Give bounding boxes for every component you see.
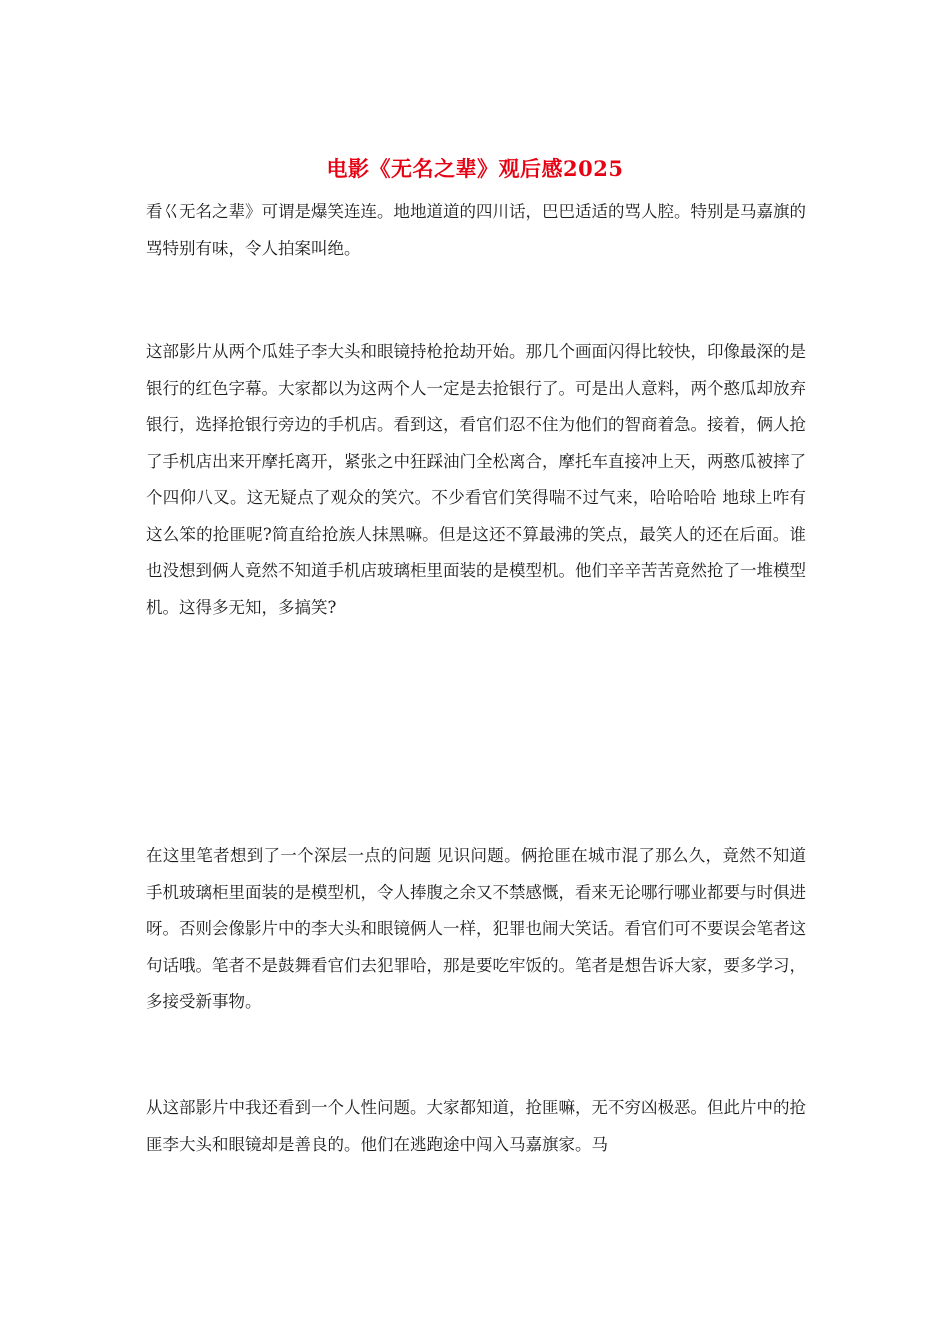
paragraph-1: 看巜无名之辈》可谓是爆笑连连。地地道道的四川话，巴巴适适的骂人腔。特别是马嘉旗的骂特别有味，令人拍案叫绝。 [146, 202, 806, 258]
paragraph-4: 从这部影片中我还看到一个人性问题。大家都知道，抢匪嘛，无不穷凶极恶。但此片中的抢匪李大头和眼镜却是善良的。他们在逃跑途中闯入马嘉旗家。马 [146, 1098, 806, 1154]
paragraph-2: 这部影片从两个瓜娃子李大头和眼镜持枪抢劫开始。那几个画面闪得比较快，印像最深的是银行的红色字幕。大家都以为这两个人一定是去抢银行了。可是出人意料，两个憨瓜却放弃银行，选择抢银行旁边的手机店。看到这，看官们忍不住为他们的智商着急。接着，俩人抢了手机店出来开摩托离开，紧张之中狂踩油门全松离合，摩托车直接冲上天，两憨瓜被摔了个四仰八叉。这无疑点了观众的笑穴。不少看官们笑得喘不过气来，哈哈哈哈 地球上咋有这么笨的抢匪呢?简直给抢族人抹黑嘛。但是这还不算最沸的笑点，最笑人的还在后面。谁也没想到俩人竟然不知道手机店玻璃柜里面装的是模型机。他们辛辛苦苦竟然抢了一堆模型机。这得多无知，多搞笑? [146, 342, 806, 617]
document-title: 电影《无名之辈》观后感2025 [326, 156, 624, 181]
paragraph-3: 在这里笔者想到了一个深层一点的问题 见识问题。俩抢匪在城市混了那么久，竟然不知道手机玻璃柜里面装的是模型机，令人捧腹之余又不禁感慨，看来无论哪行哪业都要与时俱进呀。否则会像影片中的李大头和眼镜俩人一样，犯罪也闹大笑话。看官们可不要误会笔者这句话哦。笔者不是鼓舞看官们去犯罪哈，那是要吃牢饭的。笔者是想告诉大家，要多学习，多接受新事物。 [146, 846, 806, 1011]
